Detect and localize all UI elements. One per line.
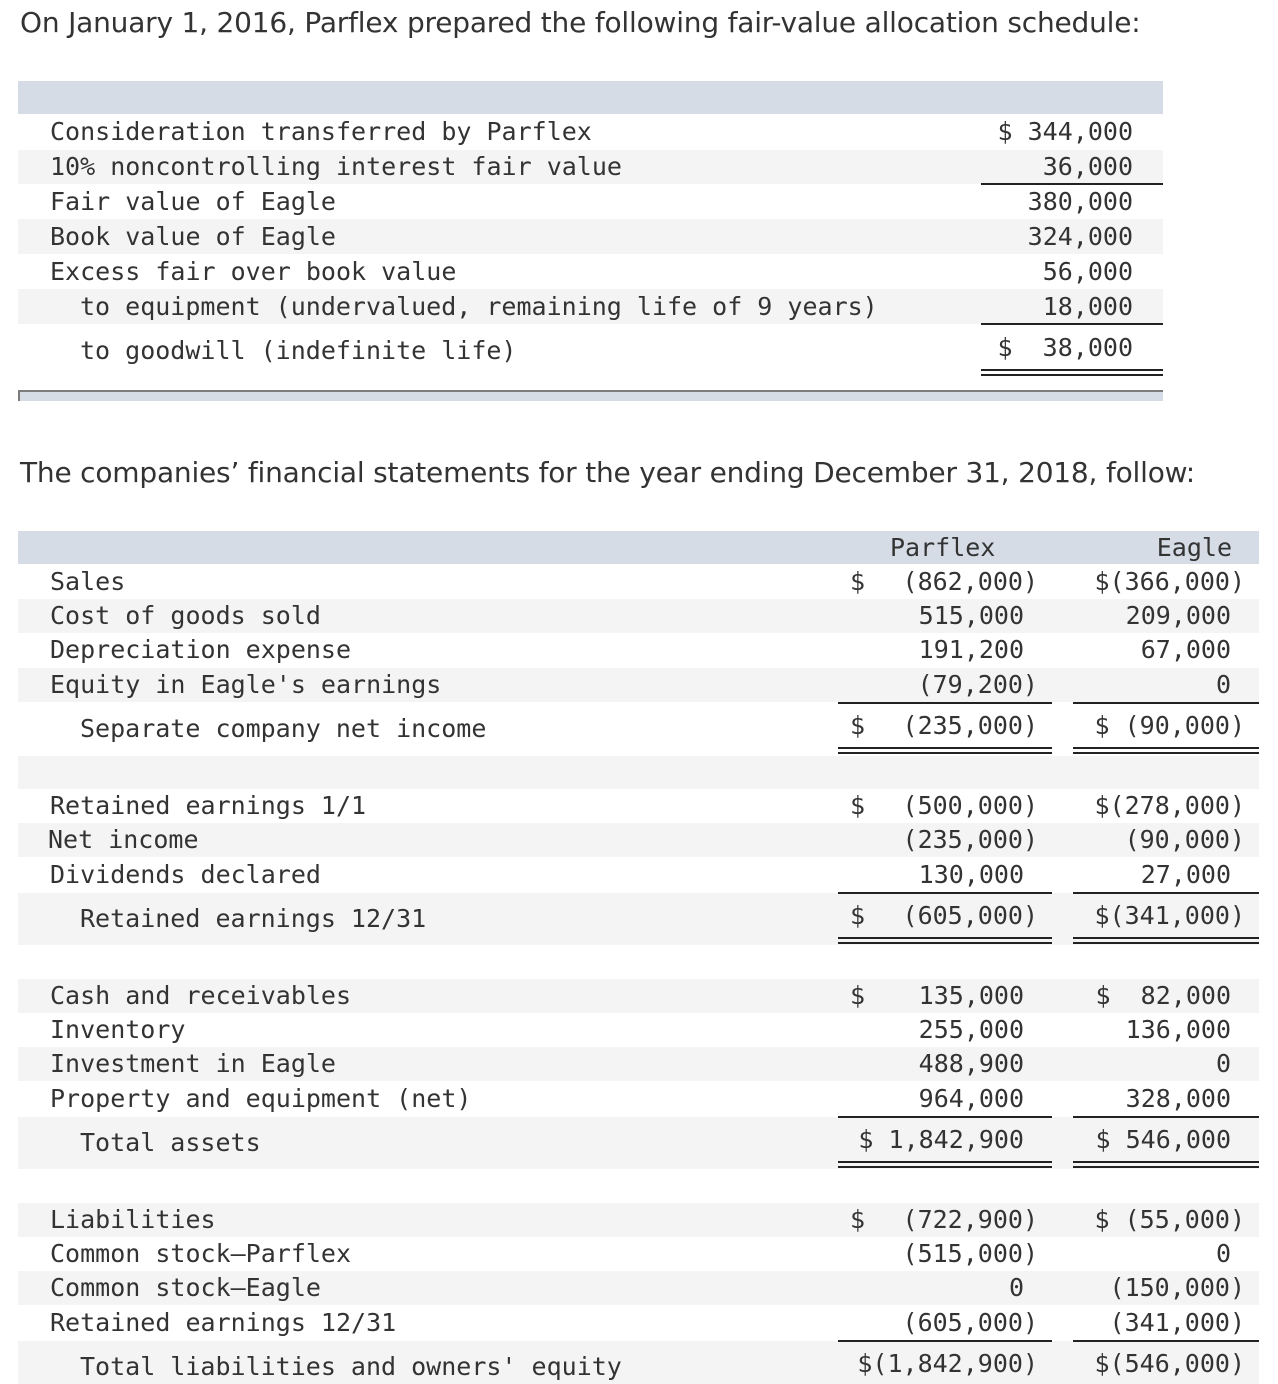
parflex-value: 191,200 (918, 635, 1024, 664)
income-label: Depreciation expense (50, 635, 352, 664)
asset-label: Property and equipment (net) (50, 1084, 472, 1113)
parflex-value: 515,000 (918, 601, 1024, 630)
liability-label: Liabilities (50, 1205, 216, 1234)
alloc-label: Consideration transferred by Parflex (50, 117, 592, 146)
parflex-value: (235,000) (902, 825, 1038, 854)
alloc-value: 56,000 (1042, 257, 1133, 286)
parflex-value: 135,000 (918, 981, 1024, 1010)
dollar-sign: $ (850, 901, 866, 930)
eagle-value: $(341,000) (1094, 901, 1245, 930)
double-rule (838, 937, 1052, 939)
eagle-value: 209,000 (1125, 601, 1231, 630)
dollar-sign: $ (850, 711, 866, 740)
income-total-label: Separate company net income (80, 714, 487, 743)
eagle-value: $ 546,000 (1095, 1125, 1231, 1154)
parflex-value: (605,000) (902, 901, 1038, 930)
retained-label: Dividends declared (50, 860, 321, 889)
alloc-value: 18,000 (1042, 292, 1133, 321)
double-rule (1073, 752, 1259, 754)
income-label: Sales (50, 567, 126, 596)
subtotal-rule (1073, 892, 1259, 894)
alloc-value: 324,000 (1027, 222, 1133, 251)
parflex-value: 0 (1008, 1273, 1024, 1302)
allocation-header-band (18, 81, 1163, 114)
parflex-value: (500,000) (902, 791, 1038, 820)
alloc-value: $ 38,000 (997, 333, 1133, 362)
alloc-label: Book value of Eagle (50, 222, 336, 251)
column-header-parflex: Parflex (890, 533, 996, 562)
parflex-value: (722,900) (902, 1205, 1038, 1234)
parflex-value: (79,200) (917, 670, 1038, 699)
subtotal-rule (1073, 1116, 1259, 1118)
dollar-sign: $ (850, 791, 866, 820)
intro-text: The companies’ financial statements for the year ending December 31, 2018, follow: (20, 456, 1196, 489)
double-rule (838, 1166, 1052, 1168)
retained-label: Retained earnings 1/1 (50, 791, 367, 820)
liability-label: Common stock–Eagle (50, 1273, 321, 1302)
alloc-value: 36,000 (1042, 152, 1133, 181)
allocation-footer-bar (18, 390, 1163, 401)
double-rule (1073, 942, 1259, 944)
row-stripe (18, 756, 1259, 789)
double-rule (838, 752, 1052, 754)
asset-label: Investment in Eagle (50, 1049, 336, 1078)
parflex-value: (235,000) (902, 711, 1038, 740)
column-header-eagle: Eagle (1156, 533, 1232, 562)
eagle-value: $ (55,000) (1094, 1205, 1245, 1234)
eagle-value: $(546,000) (1094, 1349, 1245, 1378)
alloc-label: Excess fair over book value (50, 257, 457, 286)
asset-label: Cash and receivables (50, 981, 352, 1010)
alloc-label: to equipment (undervalued, remaining life of 9 years) (80, 292, 878, 321)
eagle-value: $(366,000) (1094, 567, 1245, 596)
alloc-value: $ 344,000 (997, 117, 1133, 146)
double-rule (1073, 1161, 1259, 1163)
parflex-value: $(1,842,900) (857, 1349, 1038, 1378)
subtotal-rule (981, 323, 1163, 325)
double-rule (838, 747, 1052, 749)
eagle-value: 0 (1215, 1239, 1231, 1268)
parflex-value: (605,000) (902, 1308, 1038, 1337)
alloc-label: to goodwill (indefinite life) (80, 336, 517, 365)
double-rule (981, 369, 1163, 371)
income-label: Equity in Eagle's earnings (50, 670, 442, 699)
dollar-sign: $ (850, 567, 866, 596)
subtotal-rule (838, 702, 1052, 704)
double-rule (1073, 937, 1259, 939)
asset-label: Inventory (50, 1015, 186, 1044)
double-rule (1073, 747, 1259, 749)
eagle-value: 0 (1215, 1049, 1231, 1078)
eagle-value: (150,000) (1109, 1273, 1245, 1302)
eagle-value: 0 (1215, 670, 1231, 699)
asset-total-label: Total assets (80, 1128, 261, 1157)
retained-total-label: Retained earnings 12/31 (80, 904, 427, 933)
subtotal-rule (838, 1340, 1052, 1342)
eagle-value: 27,000 (1140, 860, 1231, 889)
alloc-label: Fair value of Eagle (50, 187, 336, 216)
dollar-sign: $ (850, 981, 866, 1010)
liability-label: Retained earnings 12/31 (50, 1308, 397, 1337)
double-rule (838, 942, 1052, 944)
parflex-value: (515,000) (902, 1239, 1038, 1268)
income-label: Cost of goods sold (50, 601, 321, 630)
eagle-value: 136,000 (1125, 1015, 1231, 1044)
subtotal-rule (1073, 1340, 1259, 1342)
eagle-value: (341,000) (1109, 1308, 1245, 1337)
subtotal-rule (1073, 702, 1259, 704)
liability-total-label: Total liabilities and owners' equity (80, 1352, 622, 1381)
retained-label: Net income (48, 825, 199, 854)
subtotal-rule (838, 1116, 1052, 1118)
double-rule (1073, 1166, 1259, 1168)
parflex-value: (862,000) (902, 567, 1038, 596)
double-rule (981, 374, 1163, 376)
eagle-value: 328,000 (1125, 1084, 1231, 1113)
eagle-value: $ 82,000 (1095, 981, 1231, 1010)
dollar-sign: $ (850, 1205, 866, 1234)
alloc-value: 380,000 (1027, 187, 1133, 216)
subtotal-rule (981, 183, 1163, 185)
subtotal-rule (838, 892, 1052, 894)
parflex-value: 488,900 (918, 1049, 1024, 1078)
eagle-value: 67,000 (1140, 635, 1231, 664)
eagle-value: $(278,000) (1094, 791, 1245, 820)
alloc-label: 10% noncontrolling interest fair value (50, 152, 622, 181)
parflex-value: $ 1,842,900 (858, 1125, 1024, 1154)
liability-label: Common stock–Parflex (50, 1239, 352, 1268)
eagle-value: $ (90,000) (1094, 711, 1245, 740)
double-rule (838, 1161, 1052, 1163)
parflex-value: 130,000 (918, 860, 1024, 889)
intro-text: On January 1, 2016, Parflex prepared the following fair-value allocation schedule: (20, 6, 1141, 39)
eagle-value: (90,000) (1124, 825, 1245, 854)
parflex-value: 964,000 (918, 1084, 1024, 1113)
parflex-value: 255,000 (918, 1015, 1024, 1044)
